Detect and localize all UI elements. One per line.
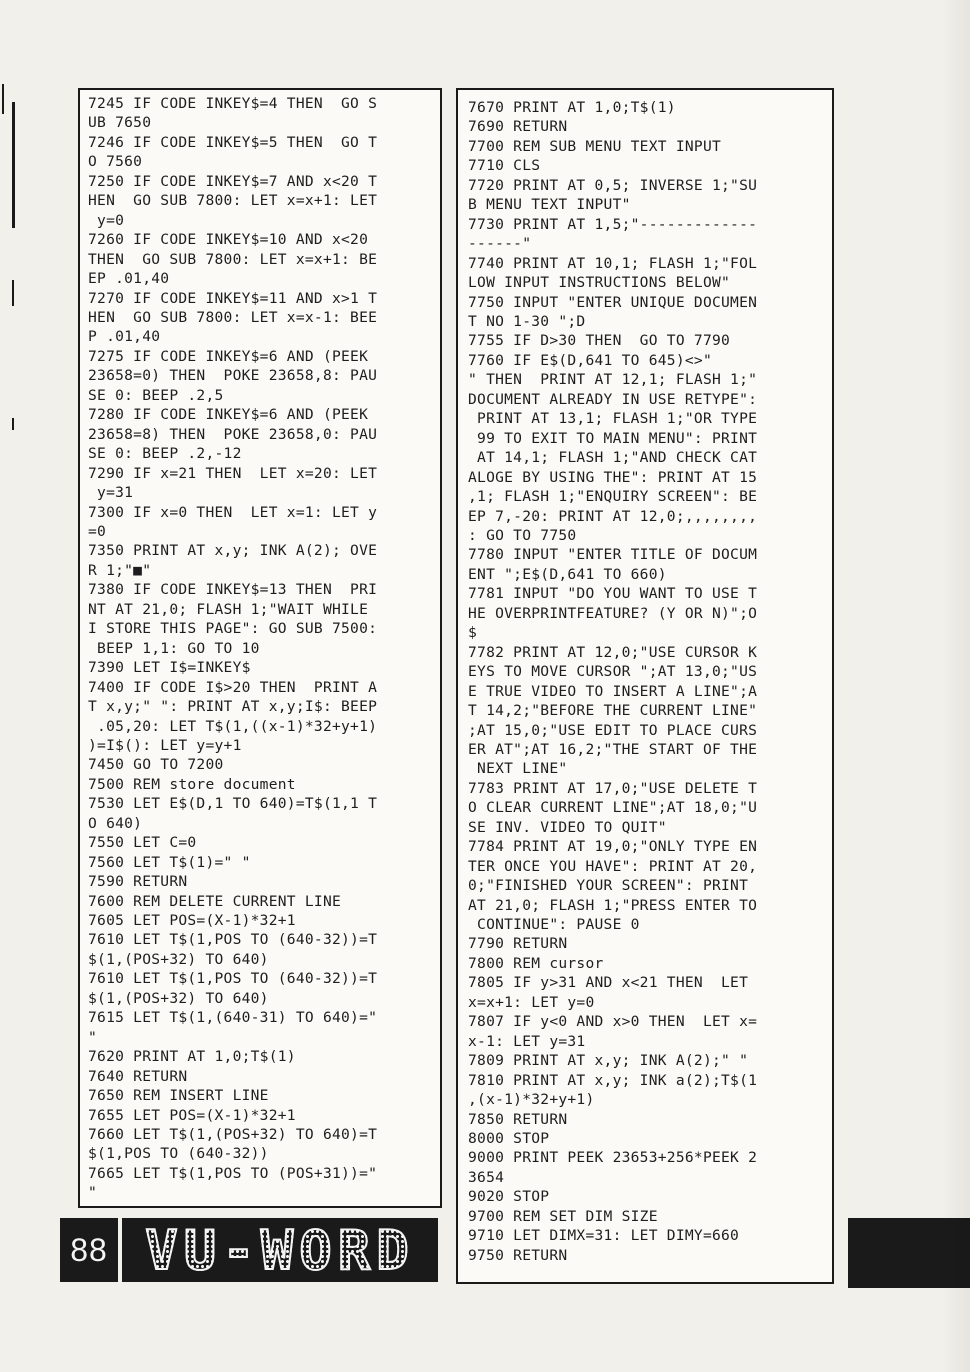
code-line: 7655 LET POS=(X-1)*32+1 (88, 1106, 296, 1124)
code-line: 7500 REM store document (88, 775, 296, 793)
page-number: 88 (60, 1218, 118, 1282)
code-line: I STORE THIS PAGE": GO SUB 7500: (88, 620, 378, 638)
code-line: 7275 IF CODE INKEY$=6 AND (PEEK (88, 347, 369, 365)
code-line: 7807 IF y<0 AND x>0 THEN LET x= (468, 1013, 758, 1031)
code-line: 7610 LET T$(1,POS TO (640-32))=T (88, 931, 378, 949)
code-line: 7615 LET T$(1,(640-31) TO 640)=" (88, 1009, 378, 1027)
code-line: T 14,2;"BEFORE THE CURRENT LINE" (468, 702, 758, 720)
code-line: 7605 LET POS=(X-1)*32+1 (88, 912, 296, 930)
code-line: 9710 LET DIMX=31: LET DIMY=660 (468, 1227, 740, 1245)
code-line: SE INV. VIDEO TO QUIT" (468, 818, 667, 836)
code-line: SE 0: BEEP .2,5 (88, 386, 224, 404)
code-line: " (88, 1028, 98, 1046)
code-line: 7783 PRINT AT 17,0;"USE DELETE T (468, 779, 758, 797)
code-line: " THEN PRINT AT 12,1; FLASH 1;" (468, 371, 758, 389)
code-line: 7380 IF CODE INKEY$=13 THEN PRI (88, 581, 378, 599)
code-line: 7600 REM DELETE CURRENT LINE (88, 892, 342, 910)
code-line: PRINT AT 13,1; FLASH 1;"OR TYPE (468, 410, 758, 428)
code-line: 7730 PRINT AT 1,5;"------------- (468, 215, 758, 233)
code-line: $(1,POS TO (640-32)) (88, 1145, 269, 1163)
code-line: O CLEAR CURRENT LINE";AT 18,0;"U (468, 799, 758, 817)
code-line: 7250 IF CODE INKEY$=7 AND x<20 T (88, 172, 378, 190)
code-line: 7640 RETURN (88, 1067, 188, 1085)
margin-rule-top (2, 84, 4, 114)
code-line: DOCUMENT ALREADY IN USE RETYPE": (468, 390, 758, 408)
program-listing-left-column (78, 88, 442, 1208)
program-listing-right-column (456, 88, 834, 1284)
code-line: THEN GO SUB 7800: LET x=x+1: BE (88, 250, 378, 268)
code-line: EP 7,-20: PRINT AT 12,0;,,,,,,,, (468, 507, 758, 525)
code-line: ------" (468, 235, 532, 253)
code-line: 7809 PRINT AT x,y; INK A(2);" " (468, 1052, 749, 1070)
code-line: 99 TO EXIT TO MAIN MENU": PRINT (468, 429, 758, 447)
code-line: 7450 GO TO 7200 (88, 756, 224, 774)
code-line: 7665 LET T$(1,POS TO (POS+31))=" (88, 1164, 378, 1182)
code-line: 9000 PRINT PEEK 23653+256*PEEK 2 (468, 1149, 758, 1167)
code-line: )=I$(): LET y=y+1 (88, 736, 242, 754)
code-line: 7800 REM cursor (468, 954, 604, 972)
code-line: HEN GO SUB 7800: LET x=x+1: LET (88, 192, 378, 210)
code-line: CONTINUE": PAUSE 0 (468, 916, 640, 934)
code-line: $ (468, 624, 478, 642)
code-line: 7784 PRINT AT 19,0;"ONLY TYPE EN (468, 838, 758, 856)
code-line: T x,y;" ": PRINT AT x,y;I$: BEEP (88, 698, 378, 716)
code-line: 8000 STOP (468, 1130, 550, 1148)
code-line: 7781 INPUT "DO YOU WANT TO USE T (468, 585, 758, 603)
code-line: E TRUE VIDEO TO INSERT A LINE";A (468, 682, 758, 700)
code-line: 7710 CLS (468, 157, 541, 175)
code-line: EP .01,40 (88, 270, 170, 288)
code-line: ;AT 15,0;"USE EDIT TO PLACE CURS (468, 721, 758, 739)
code-line: ALOGE BY USING THE": PRINT AT 15 (468, 468, 758, 486)
code-line: : GO TO 7750 (468, 526, 577, 544)
code-line: 7280 IF CODE INKEY$=6 AND (PEEK (88, 406, 369, 424)
code-line: 7790 RETURN (468, 935, 568, 953)
margin-rule-middle (12, 102, 15, 228)
code-line: HE OVERPRINTFEATURE? (Y OR N)";O (468, 604, 758, 622)
code-line: 7780 INPUT "ENTER TITLE OF DOCUM (468, 546, 758, 564)
code-line: 7810 PRINT AT x,y; INK a(2);T$(1 (468, 1071, 758, 1089)
code-line: .05,20: LET T$(1,((x-1)*32+y+1) (88, 717, 378, 735)
code-line: x-1: LET y=31 (468, 1032, 586, 1050)
code-line: HEN GO SUB 7800: LET x=x-1: BEE (88, 308, 378, 326)
code-line: AT 14,1; FLASH 1;"AND CHECK CAT (468, 449, 758, 467)
code-line: y=0 (88, 211, 125, 229)
code-line: R 1;"■" (88, 561, 152, 579)
code-line: 7270 IF CODE INKEY$=11 AND x>1 T (88, 289, 378, 307)
code-line: 0;"FINISHED YOUR SCREEN": PRINT (468, 877, 749, 895)
margin-rule-lower (12, 280, 14, 306)
code-line: 7690 RETURN (468, 118, 568, 136)
page-edge-shadow (942, 0, 970, 1372)
code-line: 7260 IF CODE INKEY$=10 AND x<20 (88, 231, 369, 249)
code-line: " (88, 1184, 98, 1202)
code-line: 7850 RETURN (468, 1110, 568, 1128)
code-line: ER AT";AT 16,2;"THE START OF THE (468, 740, 758, 758)
code-line: O 640) (88, 814, 143, 832)
code-line: 7246 IF CODE INKEY$=5 THEN GO T (88, 133, 378, 151)
code-line: NT AT 21,0; FLASH 1;"WAIT WHILE (88, 600, 369, 618)
code-line: T NO 1-30 ";D (468, 312, 586, 330)
code-line: 7720 PRINT AT 0,5; INVERSE 1;"SU (468, 176, 758, 194)
code-line: 7300 IF x=0 THEN LET x=1: LET y (88, 503, 378, 521)
code-line: 7805 IF y>31 AND x<21 THEN LET (468, 974, 749, 992)
code-line: =0 (88, 522, 107, 540)
logo-text: VU-WORD (145, 1218, 415, 1282)
code-line: ,(x-1)*32+y+1) (468, 1091, 595, 1109)
code-line: O 7560 (88, 153, 143, 171)
code-line: 9700 REM SET DIM SIZE (468, 1207, 658, 1225)
code-line: 7550 LET C=0 (88, 834, 197, 852)
code-line: y=31 (88, 484, 134, 502)
margin-rule-bottom (12, 418, 14, 430)
code-line: 3654 (468, 1168, 505, 1186)
code-line: 23658=8) THEN POKE 23658,0: PAU (88, 425, 378, 443)
code-line: 7390 LET I$=INKEY$ (88, 659, 251, 677)
code-line: 7750 INPUT "ENTER UNIQUE DOCUMEN (468, 293, 758, 311)
code-line: BEEP 1,1: GO TO 10 (88, 639, 260, 657)
code-line: 7560 LET T$(1)=" " (88, 853, 251, 871)
listing-lines-right (468, 98, 832, 1265)
code-line: 7650 REM INSERT LINE (88, 1087, 269, 1105)
code-line: 9750 RETURN (468, 1246, 568, 1264)
code-line: 7670 PRINT AT 1,0;T$(1) (468, 99, 676, 116)
code-line: LOW INPUT INSTRUCTIONS BELOW" (468, 274, 731, 292)
code-line: x=x+1: LET y=0 (468, 993, 595, 1011)
code-line: 7620 PRINT AT 1,0;T$(1) (88, 1048, 296, 1066)
code-line: TER ONCE YOU HAVE": PRINT AT 20, (468, 857, 758, 875)
code-line: 7760 IF E$(D,641 TO 645)<>" (468, 351, 712, 369)
code-line: 7755 IF D>30 THEN GO TO 7790 (468, 332, 731, 350)
code-line: $(1,(POS+32) TO 640) (88, 950, 269, 968)
code-line: 7290 IF x=21 THEN LET x=20: LET (88, 464, 378, 482)
code-line: 7245 IF CODE INKEY$=4 THEN GO S (88, 95, 378, 112)
code-line: 7782 PRINT AT 12,0;"USE CURSOR K (468, 643, 758, 661)
code-line: 7400 IF CODE I$>20 THEN PRINT A (88, 678, 378, 696)
code-line: ,1; FLASH 1;"ENQUIRY SCREEN": BE (468, 488, 758, 506)
code-line: 7530 LET E$(D,1 TO 640)=T$(1,1 T (88, 795, 378, 813)
code-line: 23658=0) THEN POKE 23658,8: PAU (88, 367, 378, 385)
vu-word-logo (122, 1218, 438, 1282)
code-line: 7660 LET T$(1,(POS+32) TO 640)=T (88, 1126, 378, 1144)
code-line: ENT ";E$(D,641 TO 660) (468, 565, 667, 583)
code-line: UB 7650 (88, 114, 152, 132)
code-line: B MENU TEXT INPUT" (468, 196, 631, 214)
code-line: 7590 RETURN (88, 873, 188, 891)
code-line: 7350 PRINT AT x,y; INK A(2); OVE (88, 542, 378, 560)
code-line: P .01,40 (88, 328, 161, 346)
code-line: 7740 PRINT AT 10,1; FLASH 1;"FOL (468, 254, 758, 272)
code-line: 9020 STOP (468, 1188, 550, 1206)
code-line: 7610 LET T$(1,POS TO (640-32))=T (88, 970, 378, 988)
listing-lines-left (88, 94, 440, 1203)
code-line: SE 0: BEEP .2,-12 (88, 445, 242, 463)
code-line: 7700 REM SUB MENU TEXT INPUT (468, 137, 722, 155)
code-line: NEXT LINE" (468, 760, 568, 778)
code-line: EYS TO MOVE CURSOR ";AT 13,0;"US (468, 663, 758, 681)
code-line: AT 21,0; FLASH 1;"PRESS ENTER TO (468, 896, 758, 914)
code-line: $(1,(POS+32) TO 640) (88, 989, 269, 1007)
